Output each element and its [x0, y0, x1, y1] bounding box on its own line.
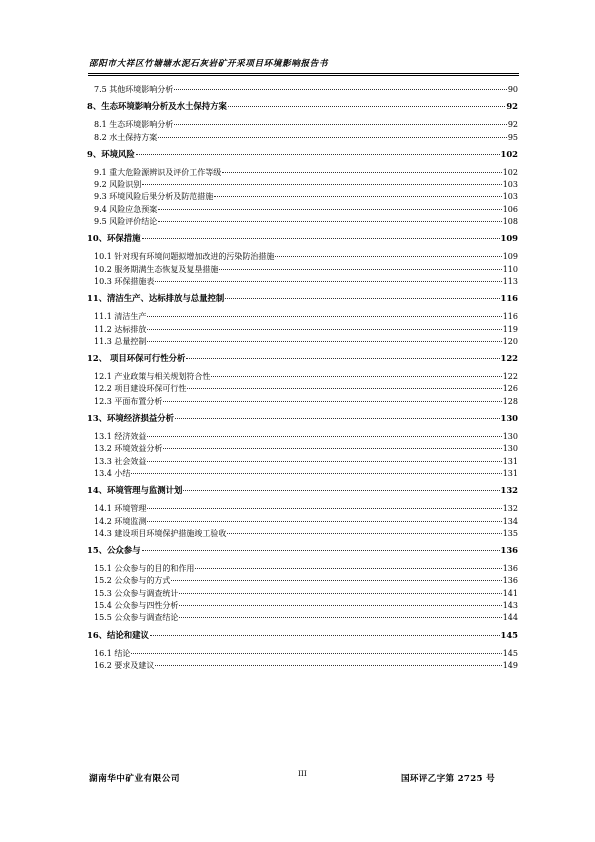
- toc-entry-title: 14.1 环境管理: [94, 504, 147, 514]
- toc-entry-title: 15.3 公众参与调查统计: [94, 588, 179, 598]
- toc-entry-page: 120: [502, 336, 518, 346]
- toc-leader-dots: [219, 269, 501, 270]
- table-of-contents: [87, 84, 518, 672]
- toc-leader-dots: [275, 256, 501, 257]
- toc-leader-dots: [147, 461, 501, 462]
- toc-section-entry[interactable]: [87, 383, 518, 395]
- toc-entry-title: 8.1 生态环境影响分析: [94, 120, 174, 130]
- toc-entry-title: 16.2 要求及建议: [94, 660, 155, 670]
- toc-leader-dots: [147, 316, 501, 317]
- toc-leader-dots: [175, 418, 499, 419]
- toc-section-entry[interactable]: [87, 324, 518, 336]
- toc-entry-page: 109: [502, 252, 518, 262]
- toc-entry-title: 10.1 针对现有环境问题拟增加改进的污染防治措施: [94, 252, 275, 262]
- toc-entry-page: 145: [502, 648, 518, 658]
- toc-entry-page: 143: [502, 601, 518, 611]
- toc-entry-page: 108: [502, 217, 518, 227]
- toc-entry-page: 113: [502, 276, 518, 286]
- toc-entry-title: 12、 项目环保可行性分析: [87, 353, 186, 364]
- toc-section-entry[interactable]: [87, 443, 518, 455]
- toc-section-entry[interactable]: [87, 588, 518, 600]
- toc-entry-page: 110: [502, 264, 518, 274]
- toc-entry-title: 9.4 风险应急预案: [94, 204, 158, 214]
- header-rule: [88, 73, 519, 74]
- toc-entry-page: 103: [502, 192, 518, 202]
- toc-entry-page: 128: [502, 396, 518, 406]
- toc-entry-page: 144: [502, 613, 518, 623]
- toc-entry-title: 13、环境经济损益分析: [87, 413, 175, 424]
- footer-company: 湖南华中矿业有限公司: [89, 774, 180, 784]
- toc-leader-dots: [174, 89, 507, 90]
- toc-entry-title: 11、清洁生产、达标排放与总量控制: [87, 293, 225, 304]
- toc-leader-dots: [158, 137, 507, 138]
- toc-section-entry[interactable]: [87, 84, 518, 96]
- toc-leader-dots: [179, 593, 501, 594]
- toc-leader-dots: [142, 184, 501, 185]
- toc-entry-title: 9、环境风险: [87, 148, 135, 159]
- toc-leader-dots: [131, 653, 501, 654]
- toc-entry-title: 9.5 风险评价结论: [94, 217, 158, 227]
- toc-entry-page: 135: [502, 528, 518, 538]
- toc-section-entry[interactable]: [87, 264, 518, 276]
- toc-section-entry[interactable]: [87, 516, 518, 528]
- toc-entry-title: 7.5 其他环境影响分析: [94, 85, 174, 94]
- toc-chapter-entry[interactable]: [87, 292, 518, 305]
- toc-leader-dots: [214, 196, 501, 197]
- toc-section-entry[interactable]: [87, 179, 518, 191]
- toc-chapter-entry[interactable]: [87, 232, 518, 245]
- toc-entry-page: 130: [502, 444, 518, 454]
- toc-leader-dots: [136, 154, 500, 155]
- toc-leader-dots: [131, 473, 501, 474]
- header-rule-thin: [88, 75, 519, 76]
- toc-chapter-entry[interactable]: [87, 544, 518, 557]
- toc-entry-page: 116: [500, 293, 518, 304]
- toc-entry-page: 145: [500, 629, 518, 640]
- toc-entry-title: 13.1 经济效益: [94, 432, 147, 442]
- toc-leader-dots: [179, 605, 501, 606]
- toc-entry-title: 11.3 总量控制: [94, 336, 147, 346]
- toc-entry-page: 132: [500, 485, 518, 496]
- toc-entry-title: 9.1 重大危险源辨识及评价工作等级: [94, 167, 222, 177]
- toc-leader-dots: [186, 358, 499, 359]
- toc-entry-title: 10.2 服务期满生态恢复及复垦措施: [94, 264, 219, 274]
- toc-leader-dots: [163, 401, 501, 402]
- toc-entry-page: 149: [502, 660, 518, 670]
- toc-entry-title: 15、公众参与: [87, 545, 141, 556]
- toc-entry-page: 136: [500, 545, 518, 556]
- toc-section-entry[interactable]: [87, 575, 518, 587]
- toc-section-entry[interactable]: [87, 456, 518, 468]
- toc-section-entry[interactable]: [87, 336, 518, 348]
- running-header: 邵阳市大祥区竹塘塘水泥石灰岩矿开采项目环境影响报告书: [89, 59, 329, 69]
- toc-entry-title: 12.1 产业政策与相关规划符合性: [94, 372, 211, 382]
- toc-leader-dots: [150, 635, 500, 636]
- toc-entry-title: 9.2 风险识别: [94, 180, 142, 190]
- toc-leader-dots: [163, 448, 501, 449]
- toc-entry-title: 12.3 平面布置分析: [94, 396, 163, 406]
- toc-section-entry[interactable]: [87, 119, 518, 131]
- toc-entry-page: 122: [500, 353, 518, 364]
- toc-entry-title: 14.2 环境监测: [94, 516, 147, 526]
- toc-leader-dots: [158, 209, 501, 210]
- toc-chapter-entry[interactable]: [87, 629, 518, 642]
- toc-section-entry[interactable]: [87, 503, 518, 515]
- toc-leader-dots: [211, 376, 501, 377]
- toc-section-entry[interactable]: [87, 660, 518, 672]
- toc-leader-dots: [142, 550, 500, 551]
- toc-leader-dots: [187, 388, 501, 389]
- footer-cert-number: 国环评乙字第 2725 号: [401, 774, 495, 784]
- toc-entry-title: 12.2 项目建设环保可行性: [94, 384, 187, 394]
- toc-leader-dots: [147, 508, 501, 509]
- toc-section-entry[interactable]: [87, 191, 518, 203]
- toc-leader-dots: [228, 106, 506, 107]
- toc-entry-title: 14、环境管理与监测计划: [87, 485, 183, 496]
- toc-section-entry[interactable]: [87, 600, 518, 612]
- toc-entry-page: 136: [502, 576, 518, 586]
- toc-entry-page: 102: [500, 148, 518, 159]
- toc-entry-title: 14.3 建设项目环境保护措施竣工验收: [94, 528, 227, 538]
- toc-entry-title: 9.3 环境风险后果分析及防范措施: [94, 192, 214, 202]
- toc-entry-title: 10、环保措施: [87, 233, 141, 244]
- toc-section-entry[interactable]: [87, 563, 518, 575]
- toc-entry-page: 136: [502, 564, 518, 574]
- toc-section-entry[interactable]: [87, 204, 518, 216]
- toc-entry-title: 15.2 公众参与的方式: [94, 576, 171, 586]
- toc-chapter-entry[interactable]: [87, 484, 518, 497]
- toc-leader-dots: [147, 521, 501, 522]
- toc-entry-page: 103: [502, 180, 518, 190]
- toc-entry-page: 122: [502, 372, 518, 382]
- toc-entry-page: 92: [507, 120, 518, 130]
- toc-entry-page: 116: [502, 312, 518, 322]
- toc-chapter-entry[interactable]: [87, 352, 518, 365]
- toc-section-entry[interactable]: [87, 431, 518, 443]
- toc-leader-dots: [158, 221, 501, 222]
- toc-leader-dots: [225, 298, 499, 299]
- toc-section-entry[interactable]: [87, 167, 518, 179]
- toc-leader-dots: [174, 124, 507, 125]
- toc-entry-page: 131: [502, 468, 518, 478]
- toc-entry-page: 119: [502, 324, 518, 334]
- toc-entry-title: 13.3 社会效益: [94, 456, 147, 466]
- toc-entry-page: 106: [502, 204, 518, 214]
- toc-entry-title: 11.2 达标排放: [94, 324, 147, 334]
- toc-section-entry[interactable]: [87, 371, 518, 383]
- toc-chapter-entry[interactable]: [87, 148, 518, 161]
- toc-entry-page: 90: [507, 85, 518, 94]
- toc-entry-page: 102: [502, 167, 518, 177]
- toc-entry-title: 15.4 公众参与四性分析: [94, 601, 179, 611]
- toc-entry-title: 16、结论和建议: [87, 629, 149, 640]
- toc-entry-title: 13.2 环境效益分析: [94, 444, 163, 454]
- toc-leader-dots: [171, 580, 501, 581]
- toc-section-entry[interactable]: [87, 276, 518, 288]
- toc-section-entry[interactable]: [87, 132, 518, 144]
- toc-section-entry[interactable]: [87, 396, 518, 408]
- toc-entry-title: 15.1 公众参与的目的和作用: [94, 564, 195, 574]
- toc-leader-dots: [179, 617, 501, 618]
- toc-entry-title: 16.1 结论: [94, 648, 131, 658]
- toc-leader-dots: [222, 172, 501, 173]
- toc-section-entry[interactable]: [87, 612, 518, 624]
- toc-leader-dots: [227, 533, 501, 534]
- toc-entry-title: 13.4 小结: [94, 468, 131, 478]
- toc-entry-title: 15.5 公众参与调查结论: [94, 613, 179, 623]
- toc-section-entry[interactable]: [87, 528, 518, 540]
- toc-section-entry[interactable]: [87, 648, 518, 660]
- toc-entry-page: 126: [502, 384, 518, 394]
- toc-section-entry[interactable]: [87, 251, 518, 263]
- toc-chapter-entry[interactable]: [87, 412, 518, 425]
- toc-leader-dots: [147, 341, 501, 342]
- toc-entry-title: 11.1 清洁生产: [94, 312, 147, 322]
- footer-page-number: III: [298, 769, 307, 778]
- toc-entry-page: 130: [500, 413, 518, 424]
- toc-section-entry[interactable]: [87, 468, 518, 480]
- toc-entry-page: 141: [502, 588, 518, 598]
- toc-entry-page: 131: [502, 456, 518, 466]
- toc-entry-page: 109: [500, 233, 518, 244]
- toc-leader-dots: [195, 568, 501, 569]
- toc-entry-page: 130: [502, 432, 518, 442]
- toc-leader-dots: [183, 490, 499, 491]
- toc-leader-dots: [147, 329, 501, 330]
- toc-leader-dots: [155, 665, 501, 666]
- toc-entry-page: 92: [506, 101, 518, 112]
- toc-leader-dots: [147, 436, 501, 437]
- toc-entry-title: 8、生态环境影响分析及水土保持方案: [87, 101, 227, 112]
- toc-entry-page: 132: [502, 504, 518, 514]
- toc-leader-dots: [155, 281, 501, 282]
- toc-section-entry[interactable]: [87, 216, 518, 228]
- toc-chapter-entry[interactable]: [87, 100, 518, 113]
- toc-entry-page: 134: [502, 516, 518, 526]
- toc-entry-page: 95: [507, 132, 518, 142]
- toc-section-entry[interactable]: [87, 311, 518, 323]
- toc-entry-title: 8.2 水土保持方案: [94, 132, 158, 142]
- toc-leader-dots: [142, 238, 500, 239]
- toc-entry-title: 10.3 环保措施表: [94, 276, 155, 286]
